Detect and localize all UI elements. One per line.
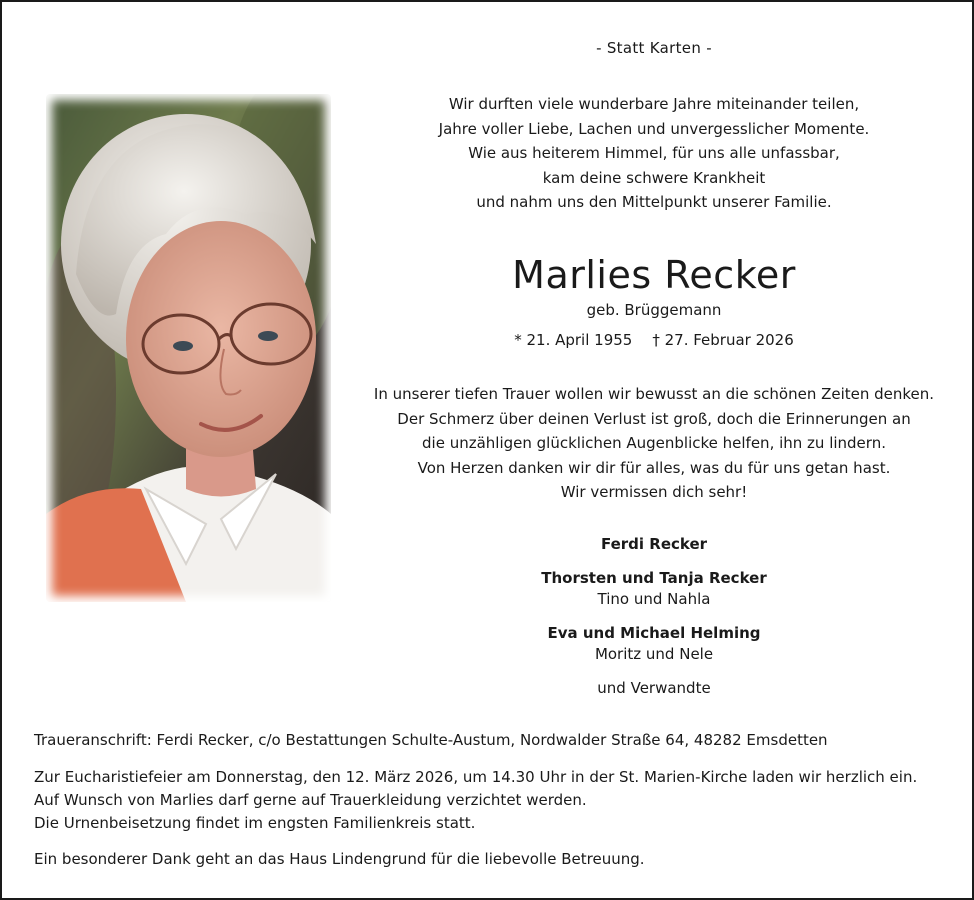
poem-line: und nahm uns den Mittelpunkt unserer Familie. <box>476 193 832 211</box>
family-main-name: Eva und Michael Helming <box>547 624 761 642</box>
family-sub-names: Moritz und Nele <box>594 645 714 663</box>
poem-line: Jahre voller Liebe, Lachen und unvergesslicher Momente. <box>438 119 870 138</box>
message-line: die unzähligen glücklichen Augenblicke helfen, ihn zu lindern. <box>422 434 886 452</box>
death-date: † 27. Februar 2026 <box>652 331 794 349</box>
life-dates <box>362 331 946 349</box>
service-line: Auf Wunsch von Marlies darf gerne auf Trauerkleidung verzichtet werden. <box>34 791 587 809</box>
header-statt-karten: - Statt Karten - <box>596 39 712 57</box>
family-entry <box>362 678 946 699</box>
footer-info <box>34 729 954 871</box>
service-line: Die Urnenbeisetzung findet im engsten Familienkreis statt. <box>34 814 476 832</box>
poem <box>362 92 946 215</box>
maiden-name: geb. Brüggemann <box>586 301 722 319</box>
message-line: Wir vermissen dich sehr! <box>560 483 748 501</box>
family-entry <box>362 623 946 665</box>
family-sub-names: und Verwandte <box>597 679 711 697</box>
birth-date: * 21. April 1955 <box>514 331 633 349</box>
message-line: In unserer tiefen Trauer wollen wir bewusst an die schönen Zeiten denken. <box>373 385 935 403</box>
mourning-address: Traueranschrift: Ferdi Recker, c/o Bestattungen Schulte-Austum, Nordwalder Straße 64, 48282 Emsdetten <box>34 731 828 749</box>
thanks-line: Ein besonderer Dank geht an das Haus Lindengrund für die liebevolle Betreuung. <box>34 850 645 868</box>
mourning-message <box>354 382 954 505</box>
family-main-name: Ferdi Recker <box>600 535 708 553</box>
portrait-photo <box>46 94 331 602</box>
poem-line: kam deine schwere Krankheit <box>542 168 766 187</box>
message-line: Von Herzen danken wir dir für alles, was du für uns getan hast. <box>417 458 891 477</box>
family-entry <box>362 534 946 555</box>
family-sub-names: Tino und Nahla <box>597 590 711 608</box>
family-entry <box>362 568 946 610</box>
message-line: Der Schmerz über deinen Verlust ist groß, doch die Erinnerungen an <box>397 409 911 428</box>
poem-line: Wie aus heiterem Himmel, für uns alle unfassbar, <box>468 144 840 162</box>
family-main-name: Thorsten und Tanja Recker <box>541 569 767 587</box>
deceased-name: Marlies Recker <box>512 253 796 297</box>
poem-line: Wir durften viele wunderbare Jahre miteinander teilen, <box>448 95 860 113</box>
service-line: Zur Eucharistiefeier am Donnerstag, den 12. März 2026, um 14.30 Uhr in der St. Marien-Kirche laden wir herzlich ein. <box>34 768 918 786</box>
